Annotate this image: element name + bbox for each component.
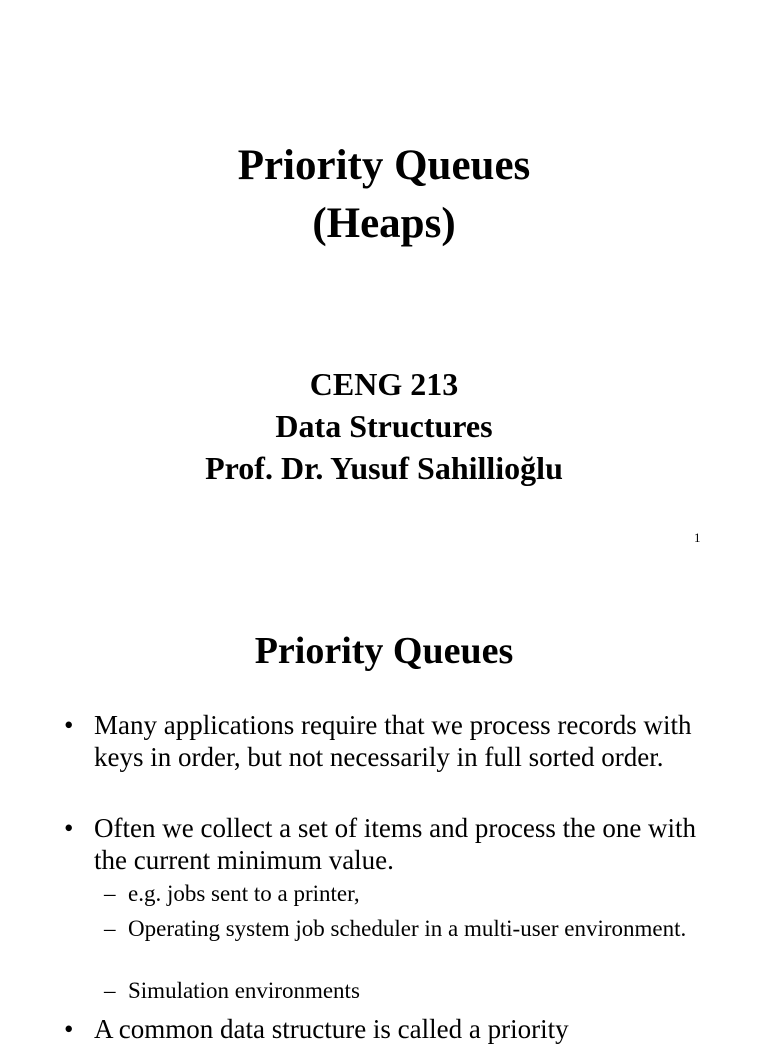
bullet-marker: • bbox=[64, 710, 74, 740]
slide-title-line-2: (Heaps) bbox=[312, 200, 456, 247]
bullet-marker: • bbox=[64, 813, 74, 843]
bullet-text: Many applications require that we process records with keys in order, but not necessarily in full sorted order. bbox=[94, 710, 692, 772]
sub-bullet-marker: – bbox=[104, 881, 116, 906]
sub-bullet-text: Simulation environments bbox=[128, 978, 360, 1003]
page-number: 1 bbox=[694, 530, 701, 545]
sub-bullet-marker: – bbox=[104, 916, 116, 941]
bullet-text: Often we collect a set of items and process the one with the current minimum value. bbox=[94, 813, 697, 875]
slide-content bbox=[0, 576, 768, 1044]
bullet-text: A common data structure is called a priority bbox=[94, 1014, 569, 1044]
sub-bullet-text: e.g. jobs sent to a printer, bbox=[128, 881, 360, 906]
slide-heading: Priority Queues bbox=[254, 630, 514, 672]
instructor-name: Prof. Dr. Yusuf Sahillioğlu bbox=[205, 450, 563, 486]
slide-title-line-1: Priority Queues bbox=[237, 142, 531, 189]
course-name: Data Structures bbox=[275, 408, 493, 444]
course-code: CENG 213 bbox=[309, 366, 459, 402]
sub-bullet-marker: – bbox=[104, 978, 116, 1003]
bullet-marker: • bbox=[64, 1014, 74, 1044]
sub-bullet-text: Operating system job scheduler in a multi-user environment. bbox=[128, 916, 687, 941]
